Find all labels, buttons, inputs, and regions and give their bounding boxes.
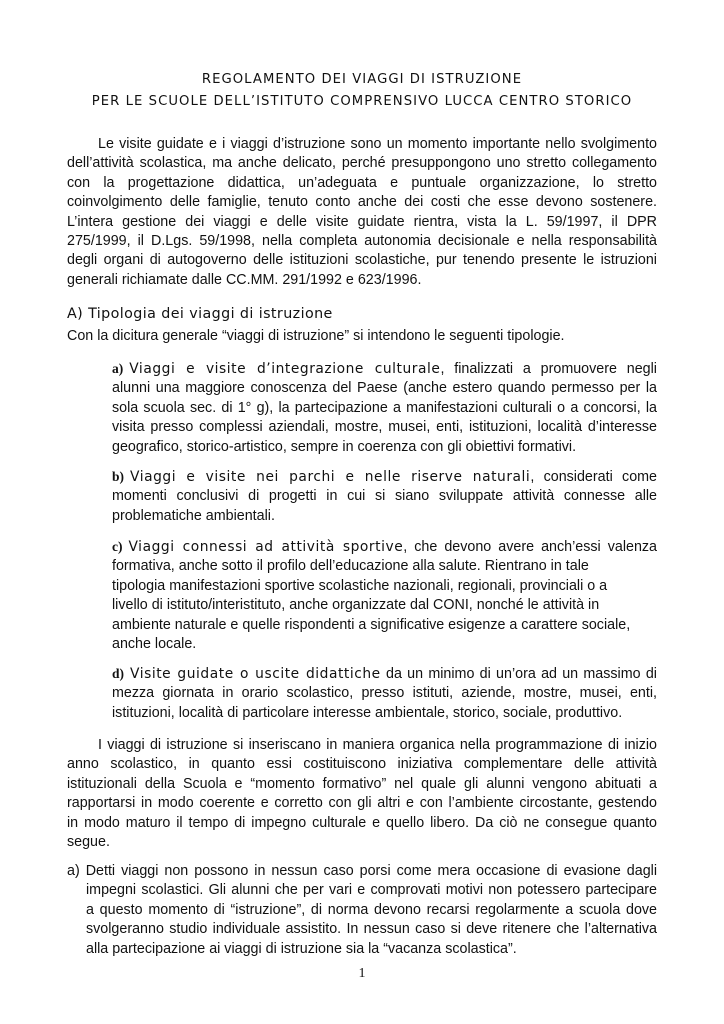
- section-a-lead-text: Con la dicitura generale “viaggi di istruzione” si intendono le seguenti tipologie.: [67, 328, 565, 344]
- item-letter: d): [112, 666, 125, 681]
- rule-list-item-a: [67, 862, 657, 959]
- item-line: formativa, anche sotto il profilo dell’educazione alla salute. Rientrano in tale: [112, 558, 589, 575]
- item-keyword: Viaggi connessi ad attività sportive: [128, 539, 404, 555]
- intro-line: dell’attività scolastica, ma anche delicato, perché presuppongono uno stretto collegamento: [67, 155, 657, 172]
- para-line: rapportarsi in modo coerente e corretto con gli altri e con l’ambiente circostante, gestendo: [67, 795, 657, 812]
- item-line: geografico, storico-artistico, sempre in coerenza con gli obiettivi formativi.: [112, 438, 577, 455]
- item-letter: b): [112, 469, 125, 484]
- item-line: momenti conclusivi di progetti in cui si siano sviluppate attività connesse alle: [112, 488, 657, 505]
- intro-line: 275/1999, il D.Lgs. 59/1998, nella completa autonomia decisionale e nella responsabilità: [67, 233, 657, 250]
- item-line: ambiente naturale e quelle rispondenti a significative esigenze a carattere sociale,: [112, 616, 631, 633]
- rule-line: impegni scolastici. Gli alunni che per vari e comprovati motivi non potessero partecipare: [86, 882, 657, 899]
- item-line: anche locale.: [112, 636, 197, 653]
- list-item: [112, 467, 657, 526]
- item-line: livello di istituto/interistituto, anche organizzate dal CONI, nonché le attività in: [112, 597, 600, 614]
- intro-line: coinvolgimento delle famiglie, tenuto conto anche dei costi che esse devono sostenere.: [67, 194, 657, 211]
- intro-paragraph: [67, 135, 657, 290]
- second-paragraph: [67, 736, 657, 852]
- list-item: [112, 537, 657, 654]
- rule-line: a questo momento di “istruzione”, di norma devono recarsi regolarmente a scuola dove: [86, 901, 657, 918]
- item-text: , considerati come: [530, 469, 658, 485]
- item-letter: c): [112, 539, 123, 554]
- intro-line: con la progettazione didattica, un’adeguata e puntuale organizzazione, lo stretto: [67, 174, 657, 191]
- item-keyword: Visite guidate o uscite didattiche: [130, 666, 381, 682]
- para-line: I viaggi di istruzione si inseriscano in maniera organica nella programmazione di inizio: [98, 737, 657, 753]
- intro-line: Le visite guidate e i viaggi d’istruzione sono un momento importante nello svolgimento: [98, 136, 657, 152]
- para-line: anno scolastico, in quanto essi costituiscono iniziativa complementare delle attività: [67, 756, 657, 773]
- page-number: 1: [358, 966, 366, 981]
- document-title-line-1: REGOLAMENTO DEI VIAGGI DI ISTRUZIONE: [201, 72, 523, 87]
- item-line: visita presso complessi aziendali, mostre, musei, enti, istituzioni, località d’interesse: [112, 419, 657, 436]
- item-line: alunni una maggiore conoscenza del Paese (anche estero quando permesso per la: [112, 380, 657, 397]
- item-text: , finalizzati a promuovere negli: [440, 361, 657, 377]
- para-line: segue.: [67, 834, 110, 851]
- item-keyword: Viaggi e visite nei parchi e nelle riserve naturali: [130, 469, 531, 485]
- list-item: [112, 359, 657, 457]
- item-text: , che devono avere anch’essi valenza: [403, 539, 657, 555]
- item-line: sola scuola sec. di 1° g), la partecipazione a manifestazioni culturali o a concorsi, la: [112, 399, 657, 416]
- intro-line: generali richiamate dalle CC.MM. 291/1992 e 623/1996.: [67, 271, 422, 288]
- item-line: mezza giornata in orario scolastico, presso istituti, aziende, mostre, musei, enti,: [112, 685, 657, 702]
- list-item: [112, 664, 657, 723]
- intro-line: L’intera gestione dei viaggi e delle visite guidate rientra, vista la L. 59/1997, il DPR: [67, 213, 657, 230]
- para-line: istituzionali della Scuola e “momento formativo” nel quale gli alunni vengono abituati a: [67, 775, 657, 792]
- item-keyword: Viaggi e visite d’integrazione culturale: [129, 361, 441, 377]
- intro-line: degli organi di autogoverno delle istituzioni scolastiche, pur tenendo presente le istruzioni: [67, 252, 657, 269]
- item-letter: a): [112, 361, 124, 376]
- item-text: da un minimo di un’ora ad un massimo di: [380, 666, 657, 682]
- section-a-heading: A) Tipologia dei viaggi di istruzione: [67, 306, 333, 322]
- item-line: problematiche ambientali.: [112, 507, 275, 524]
- rule-line: a) Detti viaggi non possono in nessun caso porsi come mera occasione di evasione dagli: [67, 863, 657, 879]
- section-a-lead: [67, 327, 657, 346]
- rule-line: svolgeranno studio individuale assistito. In nessun caso si deve ritenere che l’alternativa: [86, 921, 657, 938]
- document-title-line-2: PER LE SCUOLE DELL’ISTITUTO COMPRENSIVO LUCCA CENTRO STORICO: [91, 94, 633, 109]
- item-line: tipologia manifestazioni sportive scolastiche nazionali, regionali, provinciali o a: [112, 577, 608, 594]
- rule-line: alla partecipazione ai viaggi di istruzione sia la “vacanza scolastica”.: [86, 940, 517, 957]
- item-line: istituzioni, località di particolare interesse ambientale, storico, sociale, produttivo.: [112, 704, 623, 721]
- para-line: in modo maturo il tempo di impegno culturale e quello libero. Da ciò ne consegue quanto: [67, 814, 657, 831]
